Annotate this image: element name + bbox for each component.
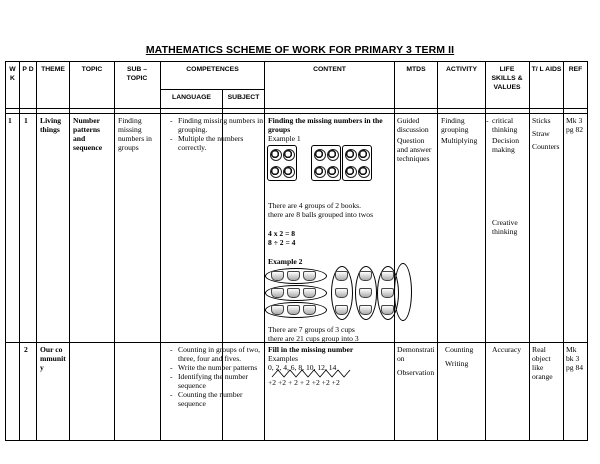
header-language: LANGUAGE: [172, 94, 211, 101]
list-item: Question and answer techniques: [397, 136, 432, 163]
row1-ref: Mk 3 pg 82: [566, 116, 584, 134]
header-theme: THEME: [41, 66, 65, 73]
header-wk: W K: [9, 66, 16, 82]
list-item: Observation: [397, 368, 435, 377]
row1-subtopic: Finding missing numbers in groups: [118, 116, 152, 152]
list-item: - Finding missing numbers in grouping.: [178, 116, 263, 134]
row2-tl-aids: Real object like orange: [532, 345, 553, 381]
row1-content-text3: There are 7 groups of 3 cups: [268, 325, 355, 334]
scheme-table: [5, 61, 588, 441]
list-item: Guided discussion: [397, 116, 429, 134]
row2-ref: Mk bk 3 pg 84: [566, 345, 584, 372]
row2-examples-label: Examples: [268, 354, 298, 363]
list-item: - Write the number patterns: [178, 363, 263, 372]
row2-mtds: [397, 345, 437, 377]
header-activity: ACTIVITY: [446, 66, 477, 73]
row2-theme: Our community: [40, 345, 66, 372]
list-item: critical thinking: [492, 116, 518, 134]
row2-activity: [445, 345, 485, 368]
row1-content-text4: there are 21 cups group into 3: [268, 334, 359, 343]
list-item: - Counting in groups of two, three, four and fives.: [178, 345, 263, 363]
row1-pd: 1: [24, 116, 28, 125]
header-ref: REF: [568, 66, 583, 73]
row1-wk: 1: [8, 116, 12, 125]
row2-life-skills: Accuracy: [492, 345, 522, 354]
header-subtopic: SUB – TOPIC: [126, 66, 148, 82]
row1-content-heading: Finding the missing numbers in the groups: [268, 116, 383, 134]
list-item: Counting: [445, 345, 474, 354]
header-competences: COMPETENCES: [186, 66, 239, 73]
row1-activity: [441, 116, 485, 145]
row1-subject-competences: [169, 116, 263, 152]
list-item: Straw: [532, 129, 550, 138]
row1-topic: Number patterns and sequence: [73, 116, 103, 152]
list-item: Finding grouping: [441, 116, 469, 134]
row1-content-eq2: 8 ÷ 2 = 4: [268, 238, 296, 247]
list-item: Writing: [445, 359, 469, 368]
row2-pd: 2: [24, 345, 28, 354]
list-item: Demonstration: [397, 345, 435, 363]
list-item: - Counting the number sequence: [178, 390, 263, 408]
row1-example2-label: Example 2: [268, 257, 303, 266]
row1-content-eq1: 4 x 2 = 8: [268, 229, 296, 238]
list-item: Decision making: [492, 136, 519, 154]
row1-life-skills: - critical thinking Decision making: [487, 116, 527, 154]
row2-steps: +2 +2 + 2 + 2 +2 +2 +2: [268, 378, 340, 387]
list-item: Multiplying: [441, 136, 478, 145]
header-content: CONTENT: [313, 66, 346, 73]
row1-example1-label: Example 1: [268, 134, 301, 143]
row2-sequence: 0, 2, 4, 6, 8, 10, 12, 14: [268, 363, 337, 372]
row1-theme: Living things: [40, 116, 62, 134]
row1-content-text1: There are 4 groups of 2 books.: [268, 201, 361, 210]
header-pd: P D: [22, 66, 34, 73]
row2-content-heading: Fill in the missing number: [268, 345, 354, 354]
header-tl-aids: T/ L AIDS: [531, 66, 562, 73]
list-item: - Identifying the number sequence: [178, 372, 263, 390]
row1-content-text2: there are 8 balls grouped into twos: [268, 210, 374, 219]
header-subject: SUBJECT: [227, 94, 260, 101]
list-item: Counters: [532, 142, 560, 151]
header-topic: TOPIC: [81, 66, 103, 73]
row1-tl-aids: [532, 116, 562, 151]
list-item: Sticks: [532, 116, 551, 125]
row1-mtds: [397, 116, 437, 163]
list-item: - Multiple the numbers correctly.: [178, 134, 263, 152]
header-mtds: MTDS: [406, 66, 426, 73]
row1-life-skills-creative: Creative thinking: [492, 218, 518, 236]
row2-subject-competences: [169, 345, 263, 408]
page-title: MATHEMATICS SCHEME OF WORK FOR PRIMARY 3 TERM II: [145, 44, 455, 56]
header-life-skills: LIFE SKILLS & VALUES: [491, 66, 523, 91]
